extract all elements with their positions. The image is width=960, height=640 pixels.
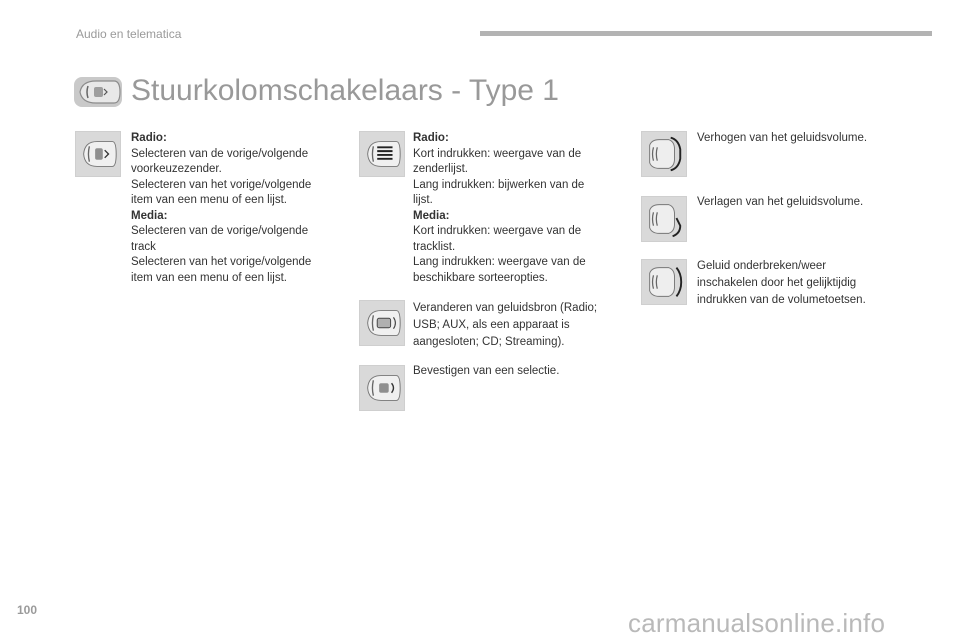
wheel-description xyxy=(413,131,623,286)
text-line: beschikbare sorteeropties. xyxy=(413,271,548,284)
volume-down-switch-icon xyxy=(641,196,687,242)
steering-switch-title-icon xyxy=(74,77,122,107)
radio-label: Radio: xyxy=(413,132,449,144)
text-line: tracklist. xyxy=(413,240,456,253)
text-line: track xyxy=(131,240,156,253)
text-line: Selecteren van de vorige/volgende xyxy=(131,225,309,237)
text-line: inschakelen door het gelijktijdig xyxy=(697,277,857,289)
volume-up-switch-icon xyxy=(641,131,687,177)
mute-switch-icon xyxy=(641,259,687,305)
text-line: Geluid onderbreken/weer xyxy=(697,260,827,272)
text-line: lijst. xyxy=(413,194,433,206)
text-line: Verhogen van het geluidsvolume. xyxy=(697,132,868,144)
radio-label: Radio: xyxy=(131,132,167,144)
text-line: Lang indrukken: bijwerken van de xyxy=(413,178,585,191)
section-title: Audio en telematica xyxy=(76,27,182,41)
seek-description xyxy=(131,131,336,286)
text-line: indrukken van de volumetoetsen. xyxy=(697,294,866,306)
page-title: Stuurkolomschakelaars - Type 1 xyxy=(131,74,559,107)
text-line: Verlagen van het geluidsvolume. xyxy=(697,196,864,208)
source-description xyxy=(413,300,628,351)
steering-switch-wheel-icon xyxy=(359,131,405,177)
text-line: zenderlijst. xyxy=(413,163,468,175)
media-label: Media: xyxy=(131,209,168,222)
text-line: Selecteren van de vorige/volgende xyxy=(131,147,309,160)
text-line: Kort indrukken: weergave van de xyxy=(413,147,582,160)
page-number: 100 xyxy=(17,603,38,617)
text-line: voorkeuzezender. xyxy=(131,163,222,175)
steering-switch-seek-icon xyxy=(75,131,121,177)
text-line: Veranderen van geluidsbron (Radio; xyxy=(413,302,598,314)
text-line: Bevestigen van een selectie. xyxy=(413,365,560,377)
volume-down-description xyxy=(697,195,917,211)
header-bar xyxy=(480,31,932,36)
text-line: aangesloten; CD; Streaming). xyxy=(413,336,565,348)
mute-description xyxy=(697,258,917,309)
text-line: Kort indrukken: weergave van de xyxy=(413,225,582,237)
text-line: Selecteren van het vorige/volgende xyxy=(131,256,312,268)
volume-up-description xyxy=(697,131,917,147)
text-line: Lang indrukken: weergave van de xyxy=(413,256,586,268)
steering-switch-source-icon xyxy=(359,300,405,346)
text-line: item van een menu of een lijst. xyxy=(131,271,287,284)
text-line: item van een menu of een lijst. xyxy=(131,194,287,206)
media-label: Media: xyxy=(413,209,450,222)
watermark: carmanualsonline.info xyxy=(628,608,886,638)
confirm-description xyxy=(413,364,623,380)
text-line: USB; AUX, als een apparaat is xyxy=(413,319,570,331)
steering-switch-confirm-icon xyxy=(359,365,405,411)
text-line: Selecteren van het vorige/volgende xyxy=(131,178,312,191)
